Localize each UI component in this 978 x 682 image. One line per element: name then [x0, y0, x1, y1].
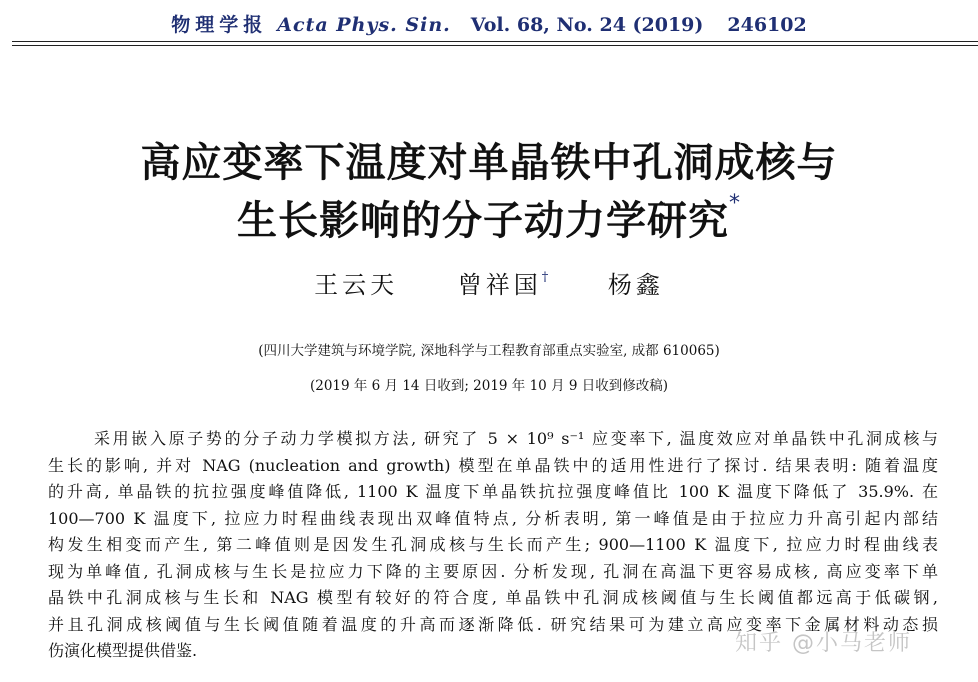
paper-title-line-1: [0, 131, 978, 188]
abstract-line: 现为单峰值, 孔洞成核与生长是拉应力下降的主要原因. 分析发现, 孔洞在高温下更容易成核, 高应变率下单: [48, 561, 938, 581]
author-1: [314, 271, 398, 299]
abstract-line: 并且孔洞成核阈值与生长阈值随着温度的升高而逐渐降低. 研究结果可为建立高应变率下金属材料动态损: [48, 614, 938, 634]
abstract-line: 伤演化模型提供借鉴.: [48, 641, 198, 660]
header-rule-bottom: [12, 45, 978, 46]
journal-name-cn: 物理学报: [171, 14, 268, 36]
watermark: 知乎 @小马老师: [735, 631, 912, 656]
corresponding-author-mark[interactable]: †: [541, 270, 549, 285]
author-2: [458, 271, 549, 299]
header-rule-top: [12, 41, 978, 42]
abstract-line: 晶铁中孔洞成核与生长和 NAG 模型有较好的符合度, 单晶铁中孔洞成核阈值与生长阈值都远高于低碳钢,: [48, 588, 938, 607]
title-footnote-mark[interactable]: *: [729, 191, 741, 216]
abstract-line: 100—700 K 温度下, 拉应力时程曲线表现出双峰值特点, 分析表明, 第一峰值是由于拉应力升高引起内部结: [48, 508, 938, 528]
received-dates: (2019 年 6 月 14 日收到; 2019 年 10 月 9 日收到修改稿): [309, 378, 669, 394]
journal-name-en: Acta Phys. Sin.: [277, 14, 451, 36]
abstract-line: 的升高, 单晶铁的抗拉强度峰值降低, 1100 K 温度下单晶铁抗拉强度峰值比 100 K 温度下降低了 35.9%. 在: [48, 482, 938, 501]
title-text-2: 生长影响的分子动力学研究: [237, 198, 729, 244]
author-name: 杨鑫: [607, 271, 664, 299]
journal-volume: Vol. 68, No. 24 (2019): [470, 14, 704, 36]
author-name: 曾祥国: [457, 271, 542, 299]
affiliation: (四川大学建筑与环境学院, 深地科学与工程教育部重点实验室, 成都 610065): [258, 343, 720, 359]
title-text-1: 高应变率下温度对单晶铁中孔洞成核与: [140, 140, 838, 186]
journal-header: [0, 10, 978, 37]
author-name: 王云天: [314, 271, 399, 299]
author-list: [0, 265, 978, 300]
article-number: 246102: [727, 14, 807, 36]
abstract-line: 生长的影响, 并对 NAG (nucleation and growth) 模型在单晶铁中的适用性进行了探讨. 结果表明: 随着温度: [48, 455, 938, 475]
author-3: [608, 271, 664, 299]
paper-title-line-2: [0, 189, 978, 246]
abstract-line: 构发生相变而产生, 第二峰值则是因发生孔洞成核与生长而产生; 900—1100 K 温度下, 拉应力时程曲线表: [48, 535, 938, 554]
abstract-line: 采用嵌入原子势的分子动力学模拟方法, 研究了 5 × 10⁹ s⁻¹ 应变率下, 温度效应对单晶铁中孔洞成核与: [94, 429, 938, 448]
